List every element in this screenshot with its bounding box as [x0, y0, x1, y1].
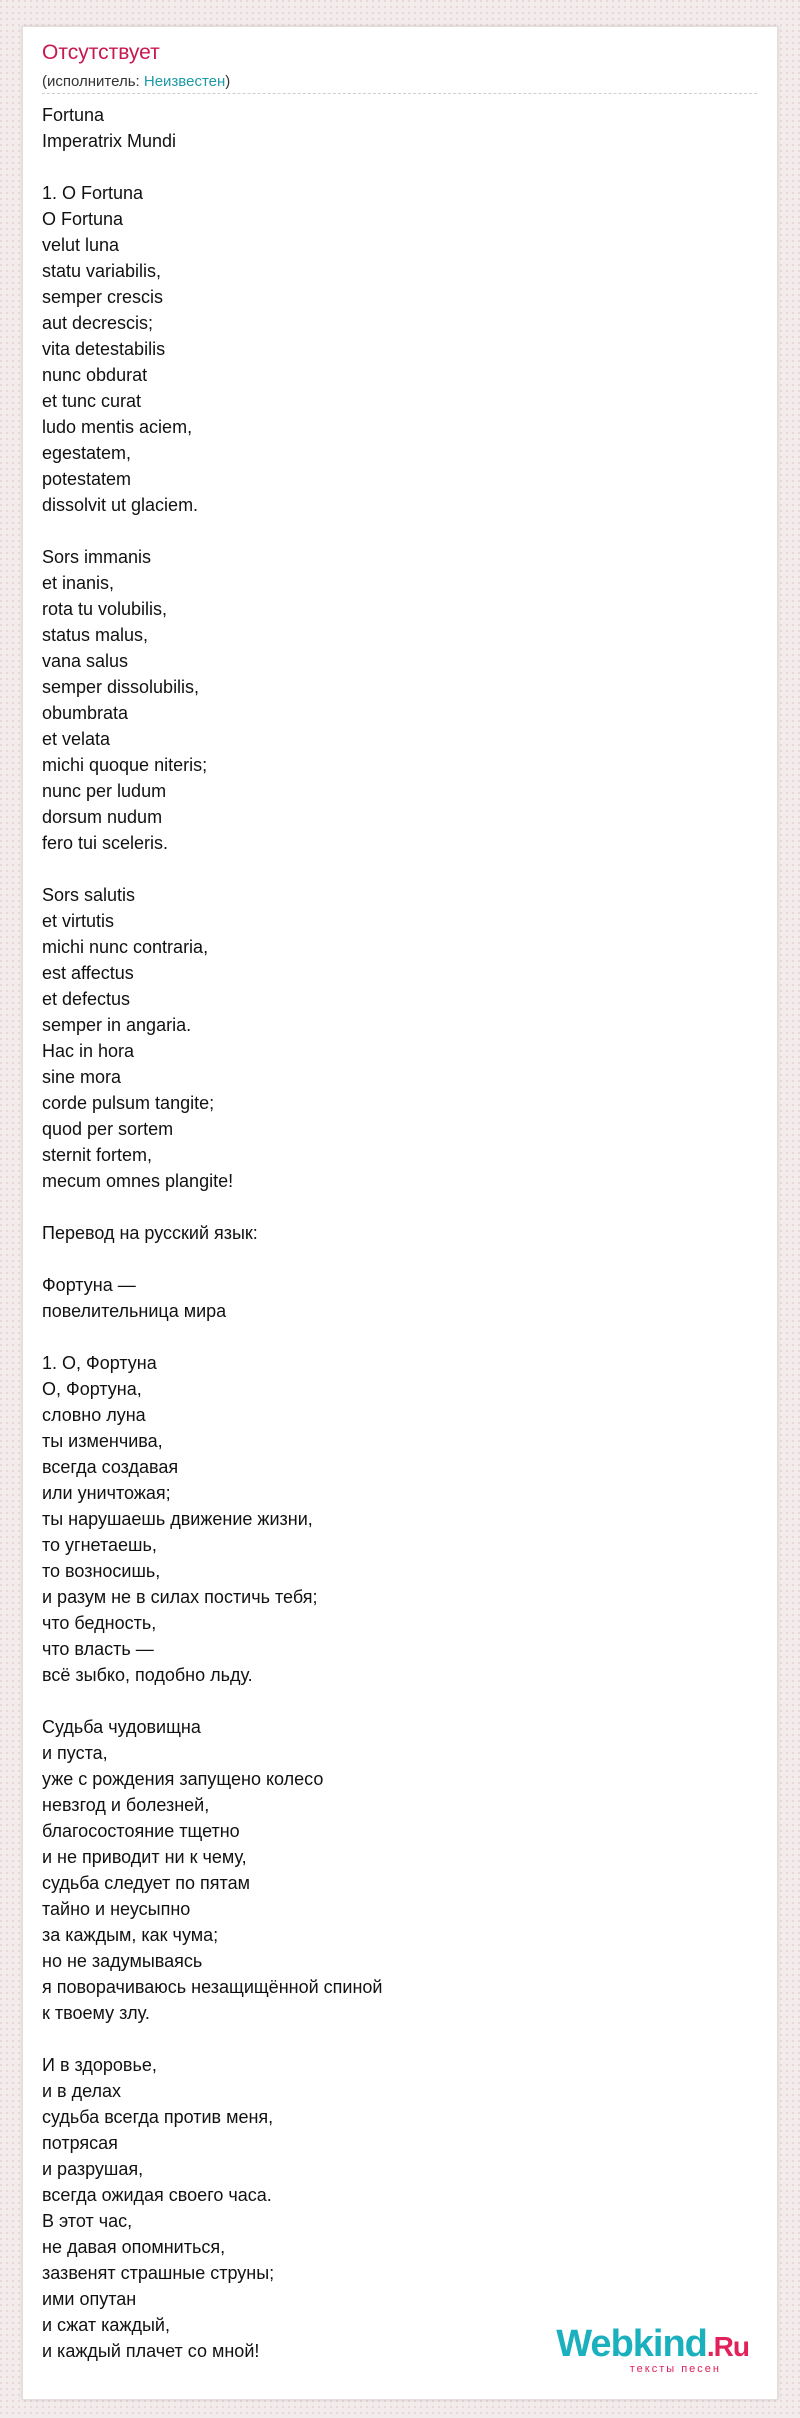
logo-wordmark [556, 2324, 749, 2367]
logo-main-text: Webkind [556, 2323, 707, 2365]
divider [42, 93, 757, 94]
lyrics-card [22, 26, 778, 2400]
lyrics-text: Fortuna Imperatrix Mundi 1. O Fortuna O Fortuna velut luna statu variabilis, semper crescis aut decrescis; vita detestabilis nunc obdurat et tunc curat ludo mentis aciem, egestatem, potestatem dissolvit ut glaciem. Sors immanis et inanis, rota tu volubilis, status malus, vana salus semper dissolubilis, obumbrata et velata michi quoque niteris; nunc per ludum dorsum nudum fero tui sceleris. Sors salutis et virtutis michi nunc contraria, est affectus et defectus semper in angaria. Hac in hora sine mora corde pulsum tangite; quod per sortem sternit fortem, mecum omnes plangite! Перевод на русский язык: Фортуна — повелительница мира 1. О, Фортуна О, Фортуна, словно луна ты изменчива, всегда создавая или уничтожая; ты нарушаешь движение жизни, то угнетаешь, то возносишь, и разум не в силах постичь тебя; что бедность, что власть — всё зыбко, подобно льду. Судьба чудовищна и пуста, уже с рождения запущено колесо невзгод и болезней, благосостояние тщетно и не приводит ни к чему, судьба следует по пятам тайно и неусыпно за каждым, как чума; но не задумываясь я поворачиваюсь незащищённой спиной к твоему злу. И в здоровье, и в делах судьба всегда против меня, потрясая и разрушая, всегда ожидая своего часа. В этот час, не давая опомниться, зазвенят страшные струны; ими опутан и сжат каждый, и каждый плачет со мной! [42, 105, 383, 2361]
artist-suffix: ) [225, 73, 231, 90]
site-logo[interactable] [556, 2324, 749, 2375]
artist-line [42, 73, 230, 90]
logo-tagline: тексты песен [629, 2363, 721, 2375]
song-title: Отсутствует [42, 41, 160, 64]
artist-link[interactable]: Неизвестен [143, 73, 226, 90]
artist-prefix: (исполнитель: [42, 73, 144, 90]
logo-tld: .Ru [706, 2331, 749, 2362]
